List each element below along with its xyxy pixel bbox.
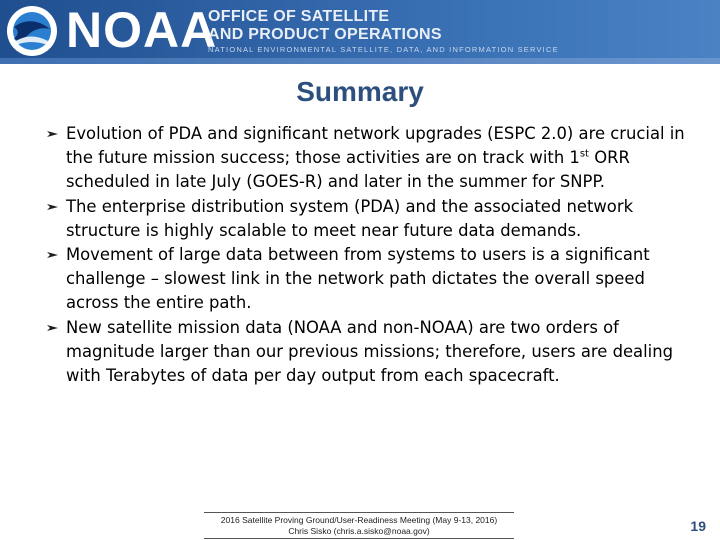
banner-accent-strip (0, 58, 720, 64)
summary-bullet-list (44, 122, 694, 388)
office-name-line-1: OFFICE OF SATELLITE (208, 8, 390, 25)
noaa-header-banner (0, 0, 720, 64)
arrowhead-bullet-icon (44, 243, 64, 267)
office-name-line-2: AND PRODUCT OPERATIONS (208, 26, 442, 43)
footer-meeting-line: 2016 Satellite Proving Ground/User-Readiness Meeting (May 9-13, 2016) (220, 515, 498, 525)
bullet-item-4 (44, 316, 694, 389)
page-number: 19 (690, 518, 706, 534)
slide-title-text: Summary (296, 76, 424, 107)
nesdis-tagline: NATIONAL ENVIRONMENTAL SATELLITE, DATA, AND INFORMATION SERVICE (208, 45, 559, 54)
footer-top-rule (204, 512, 514, 513)
bullet-1-text-start: Evolution of PDA and significant network upgrades (ESPC 2.0) are crucial in the future mission success; those activities are on track with 1 (66, 124, 685, 168)
arrowhead-bullet-icon (44, 122, 64, 146)
arrowhead-bullet-icon (44, 195, 64, 219)
noaa-logo-text: NOAA (66, 2, 218, 58)
bullet-3-text: Movement of large data between from systems to users is a significant challenge – slowest link in the network path dictates the overall speed across the entire path. (66, 245, 650, 313)
footer-bottom-rule (204, 538, 514, 539)
noaa-seal-icon (6, 5, 58, 57)
arrowhead-bullet-icon (44, 316, 64, 340)
bullet-4-text: New satellite mission data (NOAA and non-NOAA) are two orders of magnitude larger than our previous missions; therefore, users are dealing with Terabytes of data per day output from each spacecraft. (66, 317, 673, 386)
bullet-item-3 (44, 243, 694, 316)
bullet-item-1 (44, 122, 694, 195)
bullet-1-text-end: ORR scheduled in late July (GOES-R) and later in the summer for SNPP. (66, 148, 630, 192)
footer-author-line: Chris Sisko (chris.a.sisko@noaa.gov) (288, 526, 430, 536)
bullet-2-text: The enterprise distribution system (PDA) and the associated network structure is highly scalable to meet near future data demands. (66, 196, 634, 240)
slide-title (0, 76, 720, 108)
bullet-1-superscript: st (579, 148, 589, 160)
bullet-item-2 (44, 195, 694, 243)
